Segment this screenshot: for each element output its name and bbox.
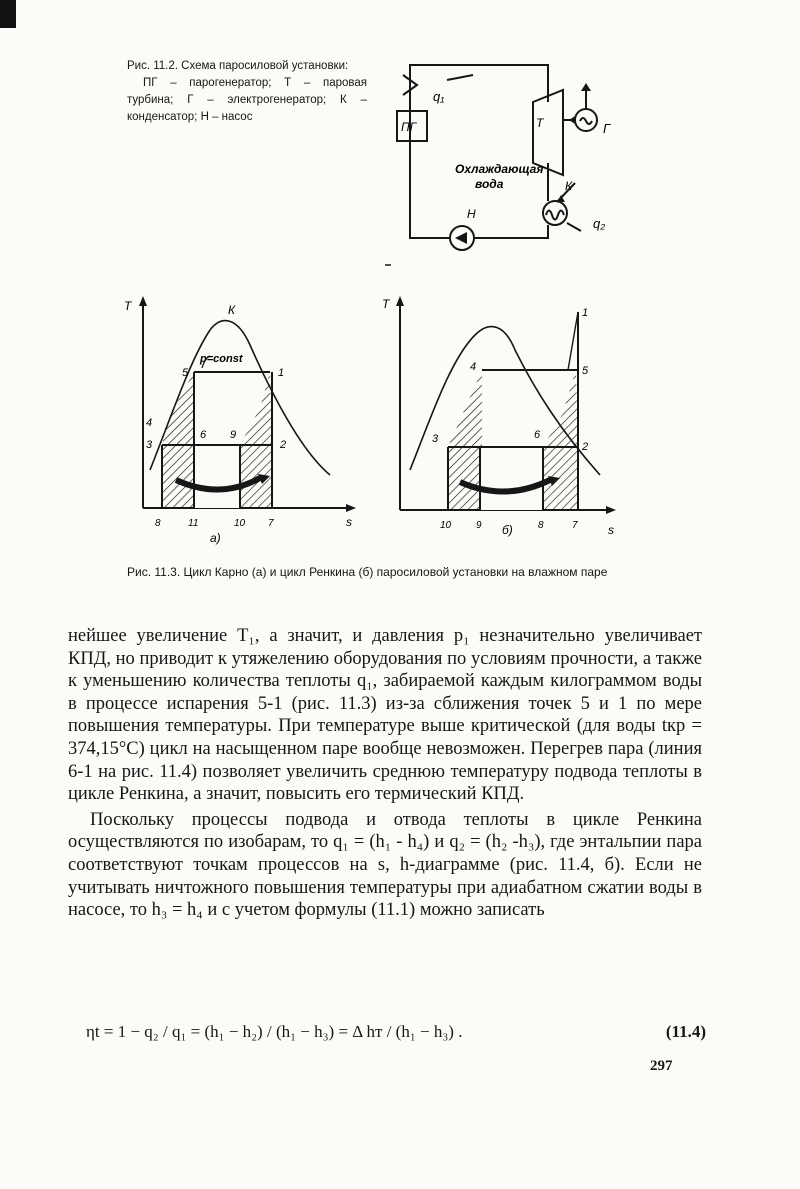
b-pt-6: 6 bbox=[534, 429, 541, 441]
b-pt-9: 9 bbox=[476, 520, 482, 531]
a-pt-2: 2 bbox=[280, 439, 287, 451]
a-pt-7: 7 bbox=[268, 518, 274, 529]
cooling-water-label: Охлаждающая bbox=[455, 162, 544, 176]
a-axis-s: s bbox=[346, 515, 352, 529]
b-pt-4: 4 bbox=[470, 361, 477, 373]
b-sub: б) bbox=[502, 523, 513, 537]
b-pt-10: 10 bbox=[440, 520, 452, 531]
a-pt-3: 3 bbox=[146, 439, 153, 451]
a-pt-11: 11 bbox=[188, 518, 199, 529]
b-axis-s: s bbox=[608, 523, 614, 537]
fig-11-2-caption: Рис. 11.2. Схема паросиловой установки: bbox=[127, 60, 349, 72]
paragraph-1: нейшее увеличение T₁, а значит, и давления p₁ незначительно увеличивает КПД, но приводит к утяжелению оборудования по условиям прочности, а также к уменьшению количества теплоты q₁, забираемой каждым килограммом воды в процессе испарения 5-1 (рис. 11.3) из-за сближения точек 5 и 1 по мере повышения температуры. При температуре выше критической (для воды tкр = 374,15°С) цикл на насыщенном паре вообще невозможен. Перегрев пара (линия 6-1 на рис. 11.4) позволяет увеличить среднюю температуру подвода теплоты в цикле Ренкина, а значит, повысить его термический КПД. bbox=[68, 626, 702, 805]
b-pt-8: 8 bbox=[538, 520, 544, 531]
a-k: К bbox=[228, 303, 236, 317]
a-pt-10: 10 bbox=[234, 518, 246, 529]
paragraph-2: Поскольку процессы подвода и отвода теплоты в цикле Ренкина осуществляются по изобарам, то q₁ = (h₁ - h₄) и q₂ = (h₂ -h₃), где энтальпии пара соответствуют точкам процессов на s, h-диаграмме (рис. 11.4, б). Если не учитывать ничтожного повышения температуры при адиабатном сжатии воды в насосе, то h₃ = h₄ и с учетом формулы (11.1) можно записать bbox=[68, 809, 702, 921]
b-pt-3: 3 bbox=[432, 433, 439, 445]
fig-11-2-caption-block bbox=[127, 58, 367, 126]
fig-11-2-schematic bbox=[385, 55, 635, 270]
a-pt-9: 9 bbox=[230, 429, 237, 441]
a-pt-5: 5 bbox=[182, 367, 189, 379]
a-pt-8: 8 bbox=[155, 518, 161, 529]
pg-label: ПГ bbox=[401, 120, 417, 134]
fig-11-3-b bbox=[400, 300, 610, 510]
scan-blot bbox=[0, 0, 16, 28]
fig-11-3-a bbox=[143, 300, 350, 508]
a-pt-6: 6 bbox=[200, 429, 207, 441]
b-pt-1: 1 bbox=[582, 307, 589, 319]
formula-number: (11.4) bbox=[665, 1022, 706, 1041]
q2-label: q₂ bbox=[593, 216, 606, 231]
condenser-label: К bbox=[565, 179, 573, 193]
b-pt-2: 2 bbox=[582, 441, 589, 453]
q1-label: q₁ bbox=[433, 89, 445, 104]
pump-label: Н bbox=[467, 207, 476, 221]
fig-11-2-legend: ПГ – парогенератор; Т – паровая турбина; Г – электрогенератор; К – конденсатор; Н – насос bbox=[127, 77, 367, 123]
generator-label: Г bbox=[603, 121, 611, 136]
formula-text: ηt = 1 − q₂ / q₁ = (h₁ − h₂) / (h₁ − h₃) = Δ hт / (h₁ − h₃) . bbox=[86, 1022, 463, 1041]
fig-11-3 bbox=[110, 290, 630, 555]
body-text bbox=[68, 625, 702, 922]
cooling-water-label-2: вода bbox=[475, 177, 504, 191]
formula-11-4 bbox=[86, 1022, 706, 1042]
b-axis-t: T bbox=[382, 297, 390, 311]
fig-11-3-caption: Рис. 11.3. Цикл Карно (а) и цикл Ренкина (б) паросиловой установки на влажном паре bbox=[127, 565, 608, 579]
turbine-label: Т bbox=[536, 116, 544, 130]
a-pt-4: 4 bbox=[146, 417, 153, 429]
a-pt-1: 1 bbox=[278, 367, 285, 379]
b-pt-7: 7 bbox=[572, 520, 578, 531]
a-axis-t: T bbox=[124, 299, 132, 313]
a-sub: а) bbox=[210, 531, 221, 545]
page-number: 297 bbox=[650, 1058, 673, 1074]
a-p-const: p=const bbox=[200, 353, 243, 365]
b-pt-5: 5 bbox=[582, 365, 589, 377]
